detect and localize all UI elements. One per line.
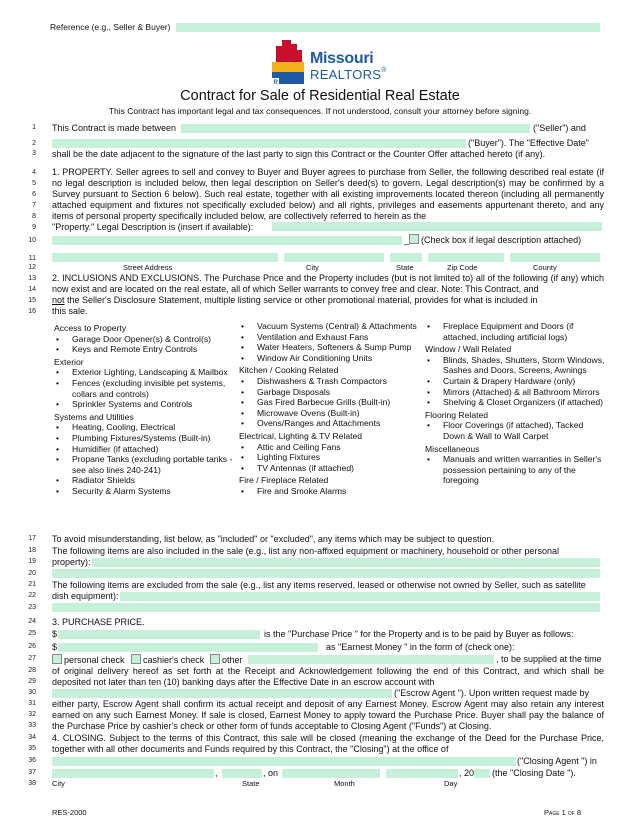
line-number: 8 [32,213,36,220]
line-number: 36 [28,757,36,764]
comma-1: , [215,768,218,778]
other-row [210,654,243,666]
line-number: 4 [32,169,36,176]
category-heading: Electrical, Lighting & TV Related [239,430,363,441]
footer-form-id: RES-2000 [52,808,87,817]
label-county: County [533,263,557,272]
section-4-closing-text: 4. CLOSING. Subject to the terms of this Contract, this sale will be closed (meaning the exchange of the Deed for the Purchase Price, together with all other documents and Funds required by this Contract, the "Closing") at the office of [52,733,604,754]
p1-lead: This Contract is made between [52,123,177,133]
category-heading: Flooring Related [425,409,489,420]
line-number: 10 [28,237,36,244]
line-number: 16 [28,308,36,315]
section-3-heading: 3. PURCHASE PRICE. [52,617,145,627]
inclusion-item: • Floor Coverings (if attached), Tacked Down & Wall to Wall Carpet [425,420,605,441]
legal-description-label: "Property." Legal Description is (insert if available): [52,222,254,232]
cashiers-check-row [131,654,204,666]
label-closing-day: Day [444,779,458,788]
line-number: 5 [32,180,36,187]
category-heading: Systems and Utilities [54,411,134,422]
inclusions-column-3 [425,321,605,486]
seller-name-field[interactable] [181,124,530,133]
inclusion-item: • Fences (excluding invisible pet systems, collars and controls) [54,378,234,399]
line-number: 33 [28,722,36,729]
closing-city-field[interactable] [52,769,214,778]
page-title: Contract for Sale of Residential Real Estate [180,88,460,104]
label-closing-month: Month [334,779,355,788]
line-number: 35 [28,745,36,752]
inclusion-item: • Vacuum Systems (Central) & Attachments [239,321,417,332]
line-number: 29 [28,678,36,685]
section-2-line16: this sale. [52,306,88,316]
closing-day-field[interactable] [386,769,458,778]
category-heading: Exterior [54,356,84,367]
line-36-text: ("Closing Agent ") in [517,756,597,766]
category-heading: Access to Property [54,323,127,333]
inclusion-item: • Propane Tanks (excluding portable tanks - see also lines 240-241) [54,454,234,475]
line-25-text: is the "Purchase Price " for the Property and is to be paid by Buyer as follows: [264,629,574,639]
category-heading: Window / Wall Related [425,344,512,355]
state-field[interactable] [390,253,422,262]
cashiers-check-label: cashier's check [143,655,205,665]
line-number: 31 [28,700,36,707]
closing-state-field[interactable] [222,769,262,778]
inclusion-item: • Mirrors (Attached) & all Bathroom Mirrors [425,387,605,398]
year-prefix: , 20 [459,768,475,778]
legal-description-field-1[interactable] [272,222,602,231]
line-number: 11 [28,255,36,262]
line-number: 15 [28,297,36,304]
line-number: 38 [28,780,36,787]
county-field[interactable] [510,253,600,262]
section-2-line15-rest: the Seller's Disclosure Statement, multiple listing service or other promotional material, provides for what is included in [64,295,538,305]
inclusion-item: • Exterior Lighting, Landscaping & Mailbox [54,367,234,378]
payment-form-row [52,654,125,666]
line-21: The following items are excluded from the sale (e.g., list any items reserved, leased or otherwise not owned by Seller, such as satellite [52,580,586,590]
inclusion-item: • Garage Door Opener(s) & Control(s) [54,334,234,345]
cashiers-check-checkbox[interactable] [131,654,141,664]
label-state: State [396,263,414,272]
line-18: The following items are also included in the sale (e.g., list any non-affixed equipment or machinery, household or other personal [52,546,559,556]
personal-check-checkbox[interactable] [52,654,62,664]
excluded-items-field-1[interactable] [120,592,600,601]
escrow-agent-field[interactable] [52,689,392,698]
line-number: 14 [28,286,36,293]
logo-line2: REALTORS [310,67,382,82]
included-items-field-2[interactable] [52,569,600,578]
section-1-property-text: 1. PROPERTY. Seller agrees to sell and convey to Buyer and Buyer agrees to purchase from Seller, the following described real estate (if no legal description is included below, then legal description on Seller's deed(s) to govern. Legal description(s) may be confirmed by a Survey pursuant to Section 6 below). Such real estate, together with all existing improvements located thereon (including all permanently attached equipment and fixtures not specifically excluded below) and all rights, privileges and easements appurtenant thereto, and any items of personal property specifically included below, are collectively referred to herein as the [52,167,604,221]
line-27-end: , to be supplied at the time [496,654,602,664]
missouri-realtors-logo [268,40,387,90]
category-heading: Kitchen / Cooking Related [239,365,339,376]
line-number: 23 [28,604,36,611]
inclusion-item: • Keys and Remote Entry Controls [54,344,234,355]
inclusion-item: • Gas Fired Barbecue Grills (Built-in) [239,397,417,408]
line-number: 17 [28,535,36,542]
line-number: 12 [28,264,36,271]
inclusion-item: • Radiator Shields [54,475,234,486]
line-number: 19 [28,558,36,565]
street-address-field[interactable] [52,253,278,262]
line-number: 32 [28,711,36,718]
inclusion-item: • Dishwashers & Trash Compactors [239,376,417,387]
inclusion-item: • Shelving & Closet Organizers (if attached) [425,397,605,408]
label-zip: Zip Code [447,263,478,272]
inclusion-item: • Ventilation and Exhaust Fans [239,332,417,343]
inclusion-item: • Water Heaters, Softeners & Sump Pump [239,342,417,353]
line-number: 27 [28,655,36,662]
other-label: other [222,655,243,665]
legal-attached-checkbox[interactable] [409,234,419,244]
line-number: 3 [32,150,36,157]
line-underscore: _ [404,235,410,245]
inclusion-item: • Ovens/Ranges and Attachments [239,418,417,429]
lines-28-29: of original delivery hereof as set forth at the Receipt and Acknowledgement following the end of this Contract, and which shall be deposited not later than ten (10) banking days after the Effective Date in an escrow account with [52,666,604,687]
line-number: 9 [32,224,36,231]
dollar-sign-2: $ [52,642,58,652]
line-number: 28 [28,667,36,674]
line-19: property): [52,557,91,567]
inclusion-item: • Window Air Conditioning Units [239,353,417,364]
footer-page-number: Page 1 of 8 [544,808,582,817]
reference-field[interactable] [176,23,600,32]
label-street: Street Address [123,263,173,272]
line-number: 7 [32,202,36,209]
line-17: To avoid misunderstanding, list below, as "included" or "excluded", any items which may be subject to question. [52,534,495,544]
line-number: 20 [28,570,36,577]
zip-code-field[interactable] [428,253,504,262]
buyer-name-field[interactable] [52,139,466,148]
purchase-price-field[interactable] [58,630,260,639]
inclusions-column-1 [54,321,234,497]
other-payment-field[interactable] [248,655,494,664]
inclusion-item: • Curtain & Drapery Hardware (only) [425,376,605,387]
lines-31-33: either party, Escrow Agent shall confirm its actual receipt and deposit of any Earnest Money. Escrow Agent may also retain any interest earned on any such Earnest Money. If sale is closed, Earnest Money to apply toward the Purchase Price. Buyer shall pay the balance of the Purchase Price by cashier's check or other form of funds acceptable to Closing Agent ("Funds") at Closing. [52,699,604,731]
line-26-text: as "Earnest Money " in the form of (check one): [326,642,515,652]
p1-buyer: ("Buyer"). The "Effective Date" [468,138,589,148]
personal-check-label: personal check [64,655,125,665]
dollar-sign-1: $ [52,629,58,639]
excluded-items-field-2[interactable] [52,603,600,612]
legal-attached-row [404,234,581,246]
closing-agent-field[interactable] [52,757,516,766]
earnest-money-field[interactable] [58,643,318,652]
line-number: 18 [28,547,36,554]
line-number: 1 [32,124,36,131]
inclusion-item: • Garbage Disposals [239,387,417,398]
on-label: , on [263,768,279,778]
category-heading: Miscellaneous [425,443,480,454]
inclusion-item: • Blinds, Shades, Shutters, Storm Windows, Sashes and Doors, Screens, Awnings [425,355,605,376]
inclusions-column-2 [239,321,417,497]
inclusion-item: • Sprinkler Systems and Controls [54,399,234,410]
logo-reg: ® [381,67,387,74]
line-number: 34 [28,734,36,741]
page-subtitle: This Contract has important legal and tax consequences. If not understood, consult your attorney before signing. [108,106,532,116]
line-number: 22 [28,592,36,599]
legal-description-field-2[interactable] [52,236,402,245]
line-22: dish equipment): [52,591,119,601]
inclusion-item: • Fireplace Equipment and Doors (if attached, including artificial logs) [425,321,605,342]
not-underlined: not [52,295,65,305]
section-2-inclusions-text: 2. INCLUSIONS AND EXCLUSIONS. The Purchase Price and the Property includes (but is not limited to) all of the following (if any) which now exist and are located on the real estate, all of which Seller warrants to convey free and clear. Note: This Contract, and [52,273,604,294]
included-items-field-1[interactable] [92,558,600,567]
closing-date-label: (the "Closing Date "). [492,768,576,778]
inclusion-item: • Security & Alarm Systems [54,486,234,497]
inclusion-item: • Attic and Ceiling Fans [239,442,417,453]
logo-emblem-icon [268,40,308,88]
reference-label: Reference (e.g., Seller & Buyer) [50,22,171,32]
closing-year-field[interactable] [474,769,490,778]
inclusion-item: • Heating, Cooling, Electrical [54,422,234,433]
inclusion-item: • Fire and Smoke Alarms [239,486,417,497]
line-number: 2 [32,140,36,147]
legal-attached-label: (Check box if legal description attached) [421,235,582,245]
city-field[interactable] [284,253,384,262]
line-number: 37 [28,769,36,776]
inclusion-item: • Manuals and written warranties in Seller's possession pertaining to any of the foregoing [425,454,605,486]
line-number: 13 [28,275,36,282]
label-city: City [306,263,319,272]
p1-seller: ("Seller") and [533,123,586,133]
inclusion-item: • Lighting Fixtures [239,452,417,463]
label-closing-city: City [52,779,65,788]
inclusion-item: • Humidifier (if attached) [54,444,234,455]
inclusion-item: • Plumbing Fixtures/Systems (Built-in) [54,433,234,444]
line-number: 25 [28,630,36,637]
line-number: 30 [28,689,36,696]
category-heading: Fire / Fireplace Related [239,475,329,486]
other-checkbox[interactable] [210,654,220,664]
section-2-line15 [52,295,604,306]
inclusion-item: • Microwave Ovens (Built-in) [239,408,417,419]
label-closing-state: State [242,779,260,788]
p1-line3: shall be the date adjacent to the signature of the last party to sign this Contract or the Counter Offer attached hereto (if any). [52,149,546,159]
svg-text:R: R [273,80,278,86]
line-30-text: ("Escrow Agent "). Upon written request made by [394,688,589,698]
logo-line1: Missouri [310,50,374,67]
line-number: 6 [32,191,36,198]
line-number: 26 [28,643,36,650]
inclusion-item: • TV Antennas (if attached) [239,463,417,474]
line-number: 21 [28,581,36,588]
line-number: 24 [28,618,36,625]
logo-line2-wrap [310,67,387,82]
closing-month-field[interactable] [282,769,380,778]
